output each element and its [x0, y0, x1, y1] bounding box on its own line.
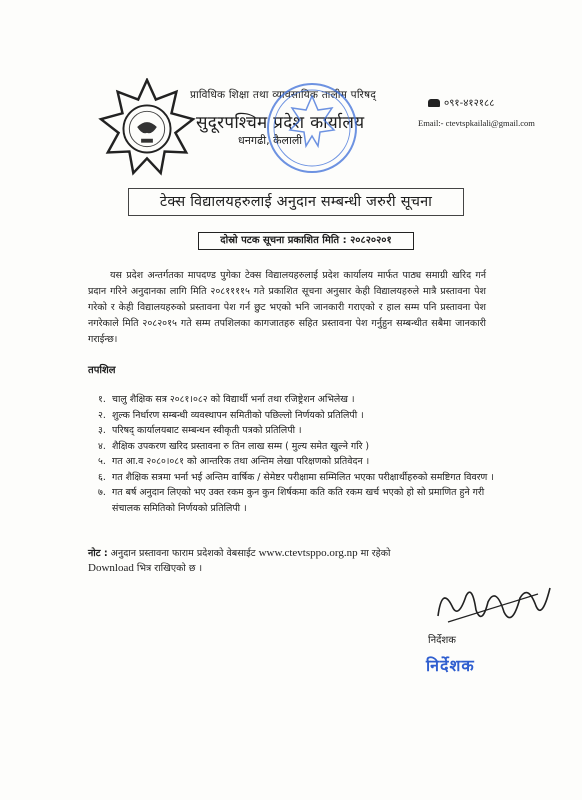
signatory-stamp: निर्देशक	[426, 656, 475, 675]
list-item: ४. शैक्षिक उपकरण खरिद प्रस्तावना रु तिन लाख सम्म ( मुल्य समेत खुल्ने गरि )	[98, 440, 370, 452]
office-stamp	[258, 78, 366, 178]
note-text-2: मा रहेको	[360, 548, 391, 559]
phone-text: ०९१-४१२१८८	[444, 98, 495, 109]
office-name: सुदूरपश्चिम प्रदेश कार्यालय	[196, 113, 365, 133]
tapashil-heading: तपशिल	[88, 365, 116, 376]
handwritten-signature	[428, 576, 558, 636]
telephone-icon	[428, 99, 440, 107]
office-location: धनगढी, कैलाली	[238, 134, 303, 147]
note-text-3: भित्र राखिएको छ ।	[136, 563, 203, 574]
notice-title: टेक्स विद्यालयहरुलाई अनुदान सम्बन्धी जरुरी सूचना	[128, 188, 464, 216]
requirements-list	[98, 392, 498, 516]
list-item: १. चालु शैक्षिक सत्र २०८१।०८२ को विद्यार्थी भर्ना तथा रजिष्ट्रेशन अभिलेख ।	[98, 394, 355, 405]
download-word: Download	[88, 562, 134, 574]
note-block	[88, 546, 488, 576]
phone-number	[428, 95, 494, 109]
council-logo	[98, 78, 196, 176]
list-item: ७. गत बर्ष अनुदान लिएको भए उक्त रकम कुन कुन शिर्षकमा कति कति रकम खर्च भएको हो सो प्रमाणित हुने गरी संचालक समितिको निर्णयको प्रतिलिपी ।	[98, 487, 485, 514]
list-item: ६. गत शैक्षिक सत्रमा भर्ना भई अन्तिम वार्षिक / सेमेष्टर परीक्षामा सम्मिलित भएका परीक्षार्थीहरुको समष्टिगत विवरण ।	[98, 471, 494, 483]
note-label: नोट :	[88, 548, 108, 559]
notice-date: दोस्रो पटक सूचना प्रकाशित मिति : २०८२०२०१	[198, 232, 414, 250]
list-item: ३. परिषद् कार्यालयबाट सम्बन्धन स्वीकृती पत्रको प्रतिलिपी ।	[98, 425, 302, 436]
email-address: Email:- ctevtspkailali@gmail.com	[418, 118, 535, 128]
signatory-title: निर्देशक	[428, 635, 456, 646]
list-item: २. शुल्क निर्धारण सम्बन्धी व्यवस्थापन समितीको पछिल्लो निर्णयको प्रतिलिपी ।	[98, 409, 364, 421]
notice-paragraph: यस प्रदेश अन्तर्गतका मापदण्ड पुगेका टेक्स विद्यालयहरुलाई प्रदेश कार्यालय मार्फत पाठ्य समाग्री खरिद गर्न प्रदान गरिने अनुदानका लागि मिति २०८११११५ गते प्रकाशित सूचना अनुसार केही विद्यालयहरुले मात्रै प्रस्तावना पेश गरेको र केही विद्यालयहरुको प्रस्तावना पेश गर्न छुट भएको भनि जानकारी गराएको र हाल सम्म पनि प्रस्तावना पेश नगरेकाले मिति २०८२०१५ गते सम्म तपशिलका कागजातहरु सहित प्रस्तावना पेश गर्नुहुन सम्बन्धीत सबैमा जानकारी गराईन्छ।	[88, 270, 486, 345]
note-text: अनुदान प्रस्तावना फाराम प्रदेशको वेबसाईट	[110, 548, 256, 559]
website-link[interactable]: www.ctevtsppo.org.np	[258, 547, 358, 559]
council-name: प्राविधिक शिक्षा तथा व्यावसायिक तालीम परिषद्	[190, 89, 377, 101]
list-item: ५. गत आ.व २०८०।०८१ को आन्तरिक तथा अन्तिम लेखा परिक्षणको प्रतिवेदन ।	[98, 456, 370, 467]
